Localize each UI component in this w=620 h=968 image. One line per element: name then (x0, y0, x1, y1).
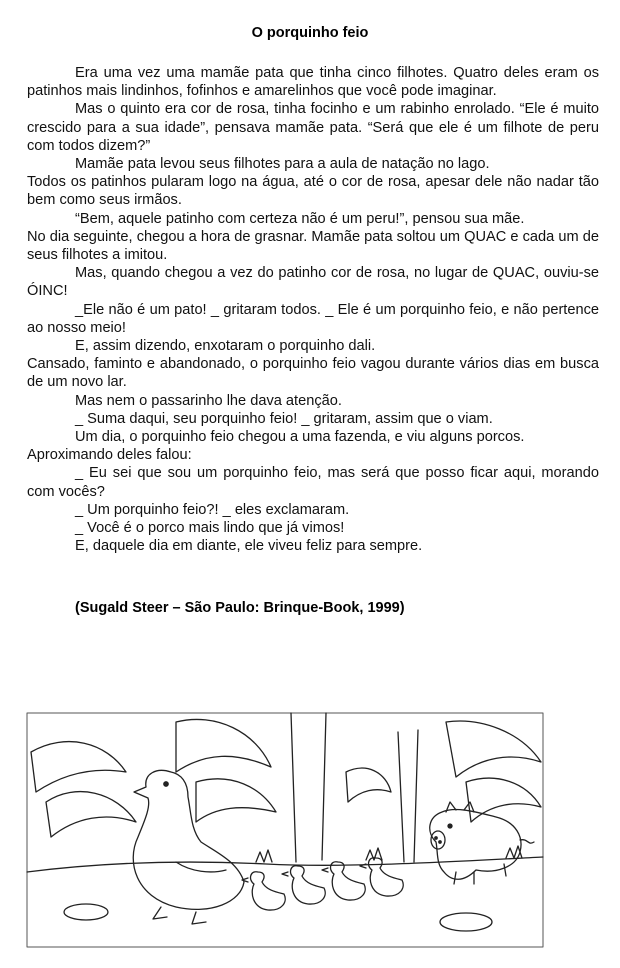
story-paragraph: _Ele não é um pato! _ gritaram todos. _ Ele é um porquinho feio, e não pertence ao nosso meio! (27, 301, 599, 336)
leaf (31, 742, 126, 792)
story-paragraph: E, assim dizendo, enxotaram o porquinho dali. (75, 338, 376, 355)
citation: (Sugald Steer – São Paulo: Brinque-Book, 1999) (75, 600, 405, 616)
story-paragraph: Um dia, o porquinho feio chegou a uma fazenda, e viu alguns porcos. (75, 429, 525, 446)
story-paragraph: Era uma vez uma mamãe pata que tinha cinco filhotes. Quatro deles eram os patinhos mais lindinhos, fofinhos e amarelinhos que você pode imaginar. (27, 65, 599, 100)
story-paragraph: _ Eu sei que sou um porquinho feio, mas será que posso ficar aqui, morando com vocês? (27, 465, 599, 500)
story-paragraph: E, daquele dia em diante, ele viveu feliz para sempre. (75, 538, 423, 555)
story-paragraph: Mas o quinto era cor de rosa, tinha focinho e um rabinho enrolado. “Ele é muito crescido para a sua idade”, pensava mamãe pata. “Será que ele é um filhote de peru com todos dizem?” (27, 101, 599, 154)
story-text (27, 64, 599, 555)
duckling (322, 862, 365, 900)
story-paragraph: No dia seguinte, chegou a hora de grasnar. Mamãe pata soltou um QUAC e cada um de seus filhotes a imitou. (27, 228, 599, 264)
story-paragraph: Cansado, faminto e abandonado, o porquinho feio vagou durante vários dias em busca de um novo lar. (27, 356, 599, 391)
leaf (196, 779, 276, 822)
grass (256, 850, 272, 862)
story-paragraph: Aproximando deles falou: (27, 447, 192, 464)
leaf (466, 778, 541, 822)
story-paragraph: Mamãe pata levou seus filhotes para a aula de natação no lago. (75, 156, 490, 173)
mother-duck (133, 770, 244, 924)
story-paragraph: _ Um porquinho feio?! _ eles exclamaram. (75, 501, 350, 518)
page-title: O porquinho feio (251, 25, 369, 41)
duckling (242, 872, 285, 910)
story-paragraph: “Bem, aquele patinho com certeza não é um peru!”, pensou sua mãe. (75, 210, 525, 227)
leaf (346, 768, 391, 802)
ground-line (27, 857, 543, 872)
rock (440, 913, 492, 931)
leaf (46, 792, 136, 837)
story-paragraph: Todos os patinhos pularam logo na água, até o cor de rosa, apesar dele não nadar tão bem como seus irmãos. (27, 174, 599, 209)
duck-and-pig-illustration (26, 712, 544, 948)
story-paragraph: _ Você é o porco mais lindo que já vimos! (75, 520, 345, 537)
duckling (282, 866, 325, 904)
story-paragraph: Mas, quando chegou a vez do patinho cor de rosa, no lugar de QUAC, ouviu-se ÓINC! (27, 265, 599, 300)
illustration-frame (27, 713, 543, 947)
tree-trunk (291, 713, 326, 862)
story-paragraph: Mas nem o passarinho lhe dava atenção. (75, 392, 342, 409)
rock (64, 904, 108, 920)
story-paragraph: _ Suma daqui, seu porquinho feio! _ gritaram, assim que o viam. (75, 410, 493, 427)
tree-trunk (398, 730, 418, 862)
leaf (176, 719, 271, 772)
leaf (446, 721, 541, 777)
